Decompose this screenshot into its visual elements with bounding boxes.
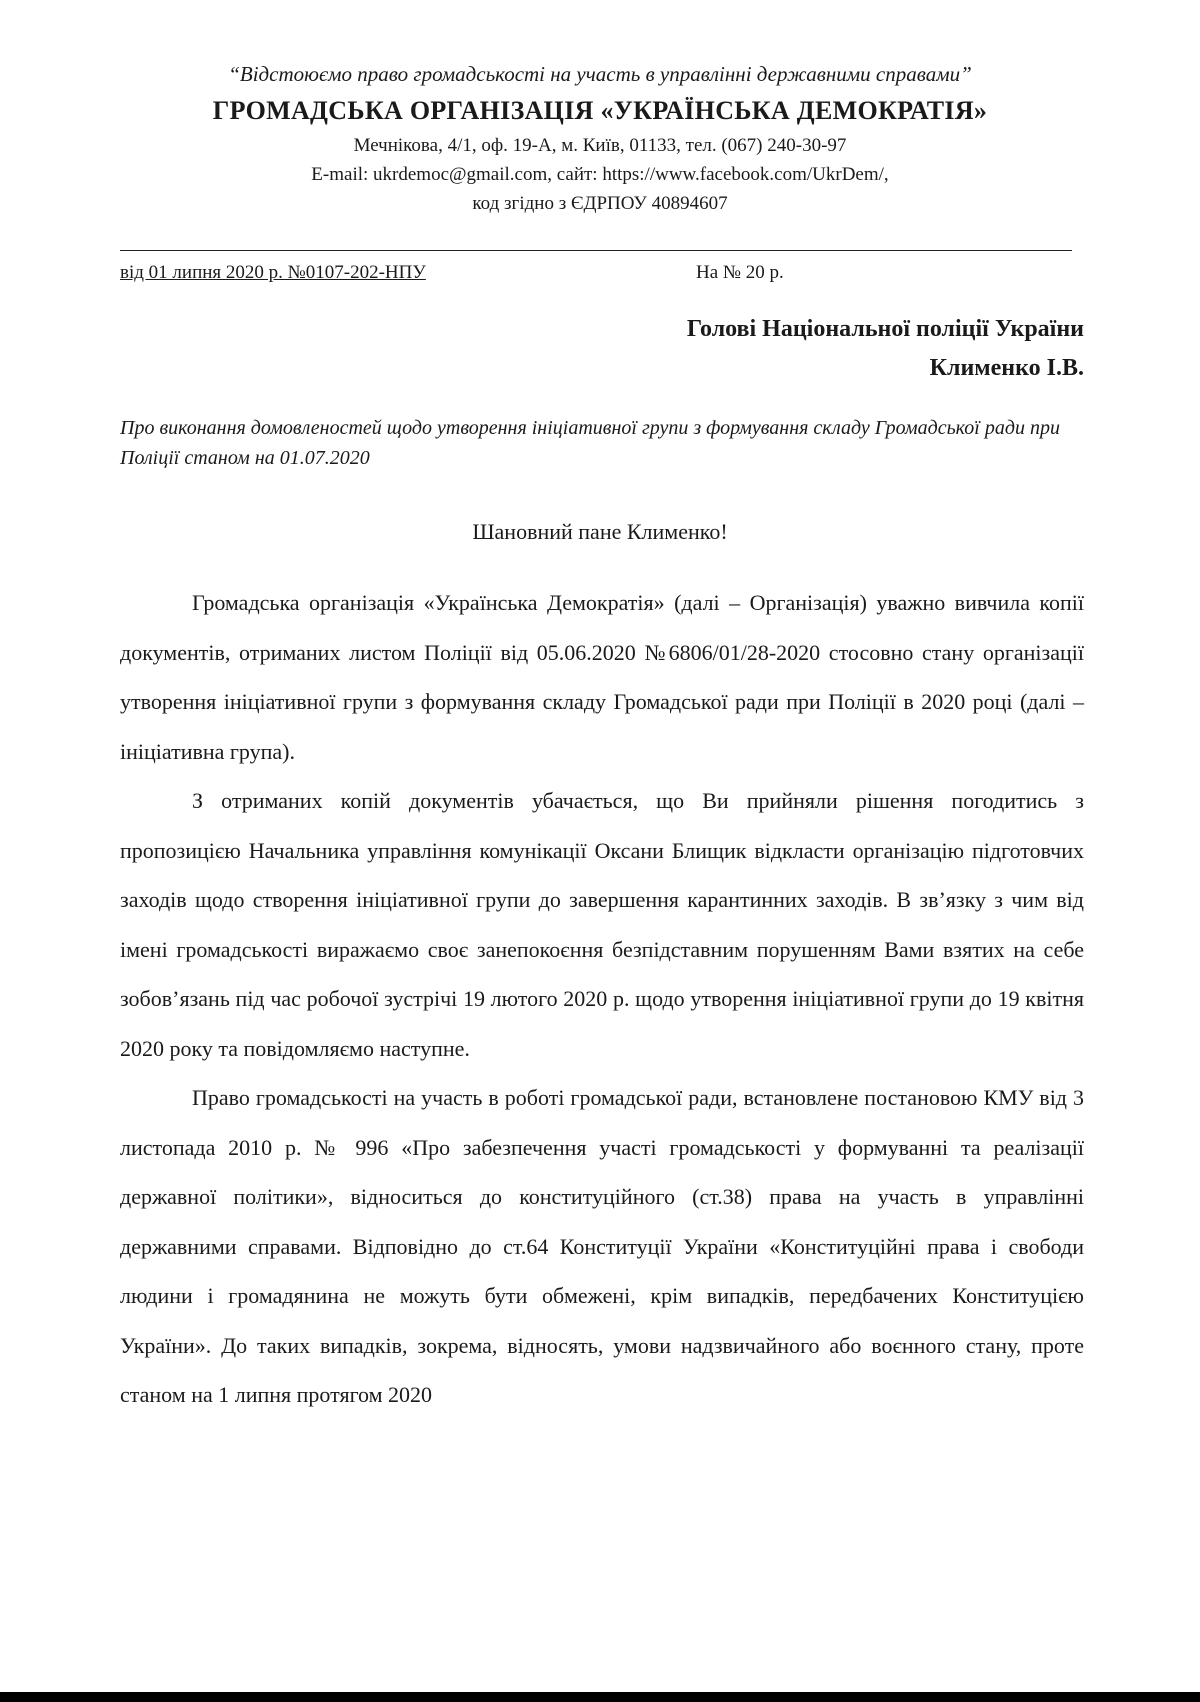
org-email-site: E-mail: ukrdemoc@gmail.com, сайт: https://www.facebook.com/UkrDem/,	[311, 164, 889, 185]
org-address: Мечнікова, 4/1, оф. 19-А, м. Київ, 01133, тел. (067) 240-30-97	[353, 135, 847, 156]
incoming-reference: На № 20 р.	[696, 262, 784, 283]
body-paragraph: З отриманих копій документів убачається, що Ви прийняли рішення погодитись з пропозицією Начальника управління комунікації Оксани Блищик відкласти організацію підготовчих заходів щодо створення ініціативної групи до завершення карантинних заходів. В зв’язку з чим від імені громадськості виражаємо своє занепокоєння безпідставним порушенням Вами взятих на себе зобов’язань під час робочої зустрічі 19 лютого 2020 р. щодо утворення ініціативної групи до 19 квітня 2020 року та повідомляємо наступне.	[120, 788, 1084, 1061]
outgoing-reference: від 01 липня 2020 р. №0107-202-НПУ	[120, 262, 426, 283]
recipient-position: Голові Національної поліції України	[686, 316, 1084, 342]
recipient-name: Клименко І.В.	[929, 355, 1084, 381]
org-motto: “Відстоюємо право громадськості на участь в управлінні державними справами”	[228, 62, 972, 86]
body-paragraph: Громадська організація «Українська Демократія» (далі – Організація) уважно вивчила копії документів, отриманих листом Поліції від 05.06.2020 №6806/01/28-2020 стосовно стану організації утворення ініціативної групи з формування складу Громадської ради при Поліції в 2020 році (далі – ініціативна група).	[120, 590, 1084, 764]
org-name: ГРОМАДСЬКА ОРГАНІЗАЦІЯ «УКРАЇНСЬКА ДЕМОКРАТІЯ»	[212, 96, 988, 125]
letter-body	[120, 578, 1084, 1420]
org-edrpou: код згідно з ЄДРПОУ 40894607	[472, 193, 728, 214]
header-divider	[120, 250, 1072, 251]
body-paragraph: Право громадськості на участь в роботі громадської ради, встановлене постановою КМУ від 3 листопада 2010 р. № 996 «Про забезпечення участі громадськості у формуванні та реалізації державної політики», відноситься до конституційного (ст.38) права на участь в управлінні державними справами. Відповідно до ст.64 Конституції України «Конституційні права і свободи людини і громадянина не можуть бути обмежені, крім випадків, передбачених Конституцією України». До таких випадків, зокрема, відносять, умови надзвичайного або воєнного стану, проте станом на 1 липня протягом 2020	[120, 1085, 1084, 1407]
letter-subject: Про виконання домовленостей щодо утворення ініціативної групи з формування складу Громадської ради при Поліції станом на 01.07.2020	[120, 417, 1060, 469]
salutation: Шановний пане Клименко!	[472, 519, 728, 544]
